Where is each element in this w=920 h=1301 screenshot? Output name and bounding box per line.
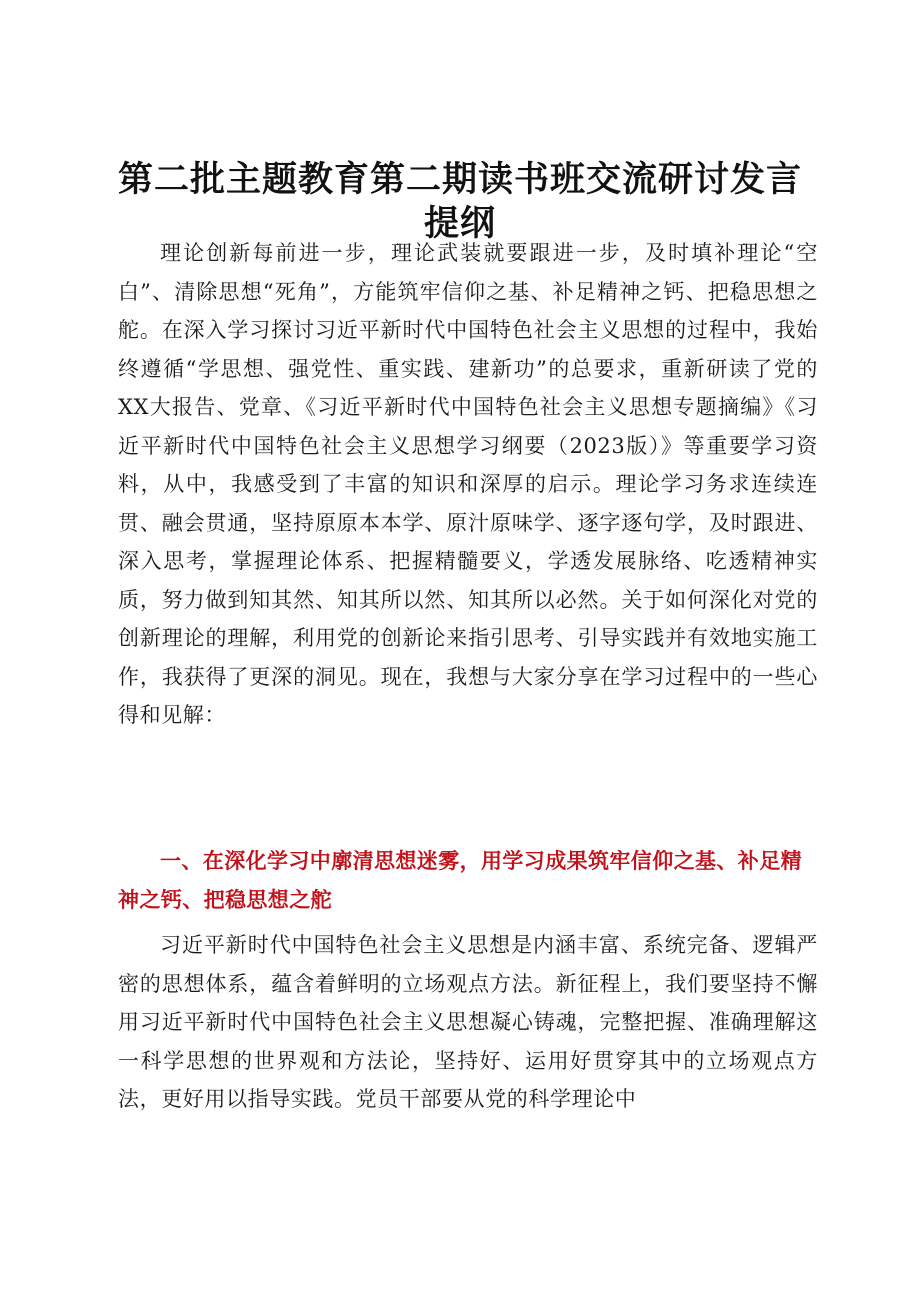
- section-1-paragraph: 习近平新时代中国特色社会主义思想是内涵丰富、系统完备、逻辑严密的思想体系，蕴含着鲜明的立场观点方法。新征程上，我们要坚持不懈用习近平新时代中国特色社会主义思想凝心铸魂，完整把握、准确理解这一科学思想的世界观和方法论，坚持好、运用好贯穿其中的立场观点方法，更好用以指导实践。党员干部要从党的科学理论中: [118, 933, 818, 1111]
- section-heading-1: 一、在深化学习中廓清思想迷雾，用学习成果筑牢信仰之基、补足精神之钙、把稳思想之舵: [118, 849, 802, 912]
- intro-paragraph: 理论创新每前进一步，理论武装就要跟进一步，及时填补理论“空白”、清除思想“死角”，方能筑牢信仰之基、补足精神之钙、把稳思想之舵。在深入学习探讨习近平新时代中国特色社会主义思想的过程中，我始终遵循“学思想、强党性、重实践、建新功”的总要求，重新研读了党的XX大报告、党章、《习近平新时代中国特色社会主义思想专题摘编》《习近平新时代中国特色社会主义思想学习纲要（2023版）》等重要学习资料，从中，我感受到了丰富的知识和深厚的启示。理论学习务求连续连贯、融会贯通，坚持原原本本学、原汁原味学、逐字逐句学，及时跟进、深入思考，掌握理论体系、把握精髓要义，学透发展脉络、吃透精神实质，努力做到知其然、知其所以然、知其所以必然。关于如何深化对党的创新理论的理解，利用党的创新论来指引思考、引导实践并有效地实施工作，我获得了更深的洞见。现在，我想与大家分享在学习过程中的一些心得和见解：: [118, 241, 818, 727]
- document-title: 第二批主题教育第二期读书班交流研讨发言提纲: [117, 160, 802, 244]
